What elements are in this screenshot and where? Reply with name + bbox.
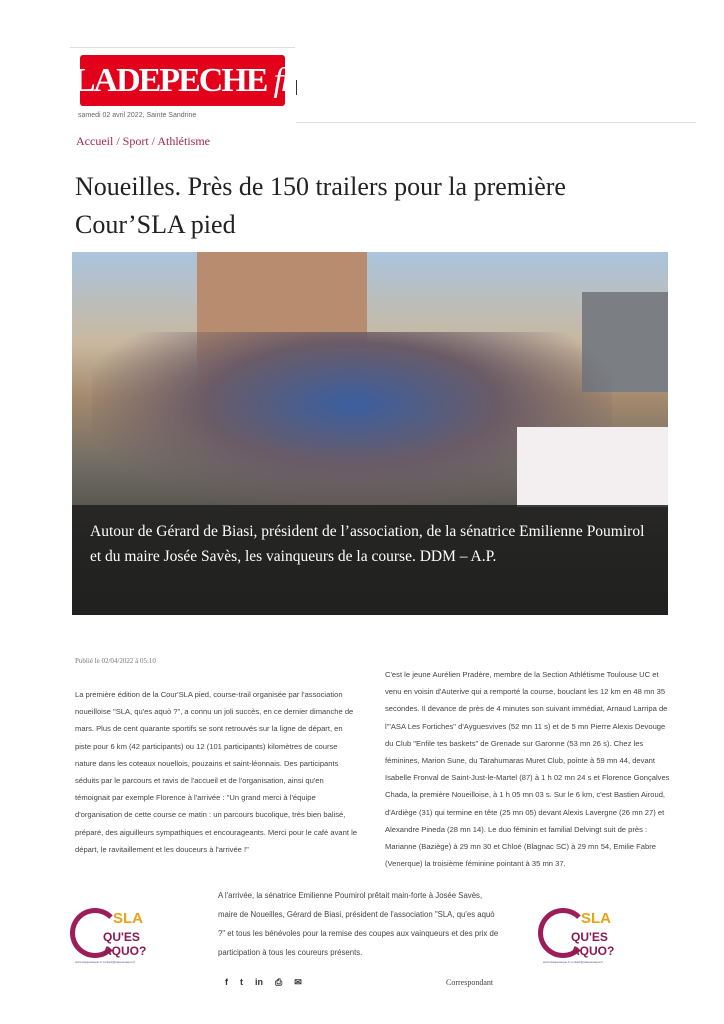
search-cursor <box>296 80 297 95</box>
breadcrumb-accueil[interactable]: Accueil <box>76 134 114 148</box>
email-icon[interactable]: ✉ <box>294 977 302 987</box>
sla-logo-line2: QU'ES AQUO? <box>103 930 147 958</box>
sla-logo-line2: QU'ES AQUO? <box>571 930 615 958</box>
sla-logo-left <box>65 900 185 970</box>
article-paragraph-2: C'est le jeune Aurélien Pradère, membre de la Section Athlétisme Toulouse UC et venu en voisin d'Auterive qui a remporté la course, bouclant les 12 km en 48 mn 35 secondes. Il devance de près de 4 minutes son suivant immédiat, Arnaud Larripa de l'"ASA Les Fortiches" d'Ayguesvives (52 mn 11 s) et de 5 mn Pierre Alexis Devouge du Club "Enfile tes baskets" de Grenade sur Garonne (53 mn 26 s). Chez les féminines, Marion Sune, du Tarahumaras Muret Club, pointe à 59 mn 44, devant Isabelle Fronval de Saint-Just-le-Martel (87) à 1 h 02 mn 24 s et Florence Gonçalves Chada, la première Noueilloise, à 1 h 05 mn 03 s. Sur le 6 km, c'est Bastien Airoud, d'Ardiège (31) qui termine en tête (25 mn 05) devant Alexis Lavergne (26 mn 27) et Alexandre Pineda (28 mn 14). Le duo féminin et familial Delvingt suit de près : Marianne (Baziège) à 29 mn 30 et Chloé (Blagnac SC) à 29 mn 54, Emilie Fabre (Venerque) la troisième féminine pointant à 35 mn 37. <box>385 670 670 869</box>
photo-banner <box>517 427 668 507</box>
twitter-icon[interactable]: t <box>240 977 243 987</box>
photo-caption: Autour de Gérard de Biasi, président de l’association, de la sénatrice Emilienne Poumirol et du maire Josée Savès, les vainqueurs de la course. DDM – A.P. <box>72 505 668 615</box>
divider <box>296 122 696 123</box>
article-paragraph-1: La première édition de la Cour'SLA pied, course-trail organisée par l'association noueilloise "SLA, qu'es aquò ?", a connu un joli succès, en ce dernier dimanche de mars. Plus de cent quarante sportifs se sont retrouvés sur la ligne de départ, en piste pour 6 km (42 participants) ou 12 (101 participants) kilomètres de course nature dans les coteaux nouellois, pouzains et saint-léonnais. Des participants séduits par le parcours et ravis de l'accueil et de l'organisation, ainsi qu'en témoignait par exemple Florence à l'arrivée : "Un grand merci à l'équipe d'organisation de cette course ce matin : un parcours bucolique, très bien balisé, préparé, des aiguilleurs sympathiques et encourageants. Merci pour le café avant le départ, le ravitaillement et les douceurs à l'arrivée !" <box>75 690 357 854</box>
published-date: Publié le 02/04/2022 à 05:10 <box>75 657 156 665</box>
article-title: Noueilles. Près de 150 trailers pour la première Cour’SLA pied <box>75 172 566 239</box>
divider <box>70 47 295 48</box>
share-bar <box>225 977 302 988</box>
logo-suffix: fr <box>273 61 293 99</box>
linkedin-icon[interactable]: in <box>255 977 263 987</box>
breadcrumb-athletisme[interactable]: Athlétisme <box>157 134 211 148</box>
sla-logo-line1: SLA <box>581 910 611 927</box>
sla-logo-line1: SLA <box>113 910 143 927</box>
article-photo <box>72 252 668 615</box>
site-logo[interactable] <box>72 55 293 106</box>
article-paragraph-3: A l'arrivée, la sénatrice Emilienne Poumirol prêtait main-forte à Josée Savès, maire de Noueilles, Gérard de Biasi, président de l'association "SLA, qu'es aquò ?" et tous les bénévoles pour la remise des coupes aux vainqueurs et des prix de participation à tous les coureurs présents. <box>218 891 499 957</box>
print-icon[interactable]: ⎙ <box>275 977 283 987</box>
article-author: Correspondant <box>446 978 494 987</box>
facebook-icon[interactable]: f <box>225 977 228 987</box>
sla-logo-right <box>533 900 653 970</box>
sla-logo-urls: www.slaquesaquo.fr contact@slaquesaquo.fr <box>543 960 604 964</box>
sla-logo-urls: www.slaquesaquo.fr contact@slaquesaquo.fr <box>75 960 136 964</box>
breadcrumb-sport[interactable]: Sport <box>122 134 149 148</box>
breadcrumb-separator: / <box>113 134 123 148</box>
logo-text: LADEPECHE <box>72 61 267 99</box>
breadcrumb-separator: / <box>148 134 158 148</box>
breadcrumb <box>76 134 210 149</box>
header-date: samedi 02 avril 2022, Sainte Sandrine <box>78 112 197 119</box>
